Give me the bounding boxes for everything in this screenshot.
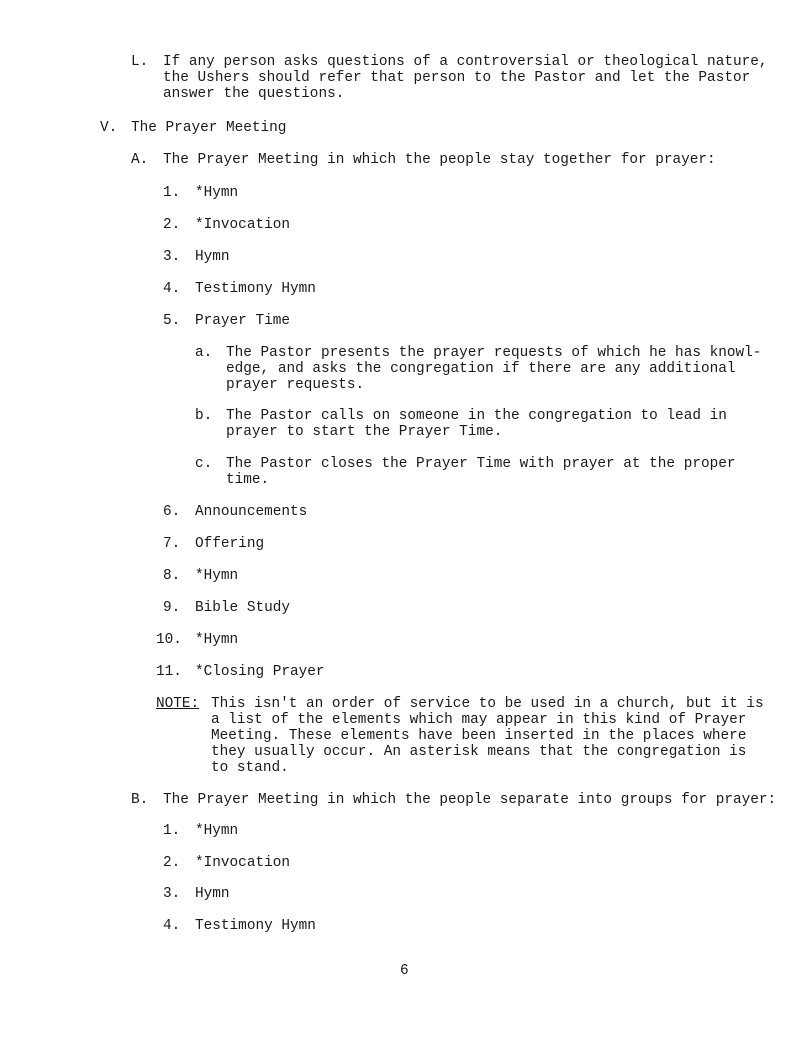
subitem-line: time.: [226, 472, 270, 488]
subitem-b-text: [226, 408, 727, 440]
list-item-number: 1.: [163, 185, 181, 201]
part-A-label: A.: [131, 152, 149, 168]
section-V-label: V.: [100, 120, 118, 136]
list-item-number: 2.: [163, 855, 181, 871]
subitem-line: edge, and asks the congregation if there are any additional: [226, 361, 736, 377]
list-item-text: *Invocation: [195, 855, 290, 871]
subitem-line: The Pastor calls on someone in the congregation to lead in: [226, 408, 727, 424]
list-item-text: Announcements: [195, 504, 308, 520]
list-item-number: 2.: [163, 217, 181, 233]
item-L-line: answer the questions.: [163, 86, 345, 102]
item-L-line: the Ushers should refer that person to the Pastor and let the Pastor: [163, 70, 751, 86]
list-item-text: Hymn: [195, 249, 230, 265]
list-item-text: *Hymn: [195, 568, 239, 584]
subitem-line: prayer requests.: [226, 377, 365, 393]
subitem-c-text: [226, 456, 736, 488]
list-item-number: 4.: [163, 918, 181, 934]
list-item-text: *Hymn: [195, 185, 239, 201]
list-item-text: Testimony Hymn: [195, 281, 316, 297]
list-item-text: *Hymn: [195, 823, 239, 839]
list-item-text: Hymn: [195, 886, 230, 902]
part-B-title: The Prayer Meeting in which the people separate into groups for prayer:: [163, 792, 777, 808]
subitem-a-text: [226, 345, 761, 393]
list-item-number: 6.: [163, 504, 181, 520]
list-item-number: 7.: [163, 536, 181, 552]
list-item-number: 10.: [156, 632, 182, 648]
subitem-line: The Pastor presents the prayer requests of which he has knowl-: [226, 345, 762, 361]
list-item-number: 9.: [163, 600, 181, 616]
list-item-text: Offering: [195, 536, 265, 552]
note-line: they usually occur. An asterisk means that the congregation is: [211, 744, 747, 760]
list-item-text: Bible Study: [195, 600, 290, 616]
page-number: 6: [400, 963, 409, 979]
list-item-text: *Closing Prayer: [195, 664, 325, 680]
subitem-line: prayer to start the Prayer Time.: [226, 424, 503, 440]
list-item-text: *Invocation: [195, 217, 290, 233]
subitem-a-label: a.: [195, 345, 213, 361]
subitem-c-label: c.: [195, 456, 213, 472]
part-B-label: B.: [131, 792, 149, 808]
list-item-number: 5.: [163, 313, 181, 329]
note-line: a list of the elements which may appear in this kind of Prayer: [211, 712, 747, 728]
list-item-text: Prayer Time: [195, 313, 290, 329]
subitem-line: The Pastor closes the Prayer Time with prayer at the proper: [226, 456, 736, 472]
section-V-title: The Prayer Meeting: [131, 120, 287, 136]
note-line: to stand.: [211, 760, 289, 776]
note-text: [211, 696, 764, 776]
note-line: Meeting. These elements have been inserted in the places where: [211, 728, 747, 744]
item-L-label: L.: [131, 54, 149, 70]
list-item-number: 3.: [163, 886, 181, 902]
list-item-text: Testimony Hymn: [195, 918, 316, 934]
list-item-number: 11.: [156, 664, 182, 680]
note-label: NOTE:: [156, 696, 200, 712]
list-item-number: 8.: [163, 568, 181, 584]
list-item-number: 1.: [163, 823, 181, 839]
note-line: This isn't an order of service to be used in a church, but it is: [211, 696, 764, 712]
list-item-number: 3.: [163, 249, 181, 265]
item-L-text: [163, 54, 768, 102]
part-A-title: The Prayer Meeting in which the people stay together for prayer:: [163, 152, 716, 168]
list-item-text: *Hymn: [195, 632, 239, 648]
item-L-line: If any person asks questions of a controversial or theological nature,: [163, 54, 768, 70]
list-item-number: 4.: [163, 281, 181, 297]
subitem-b-label: b.: [195, 408, 213, 424]
